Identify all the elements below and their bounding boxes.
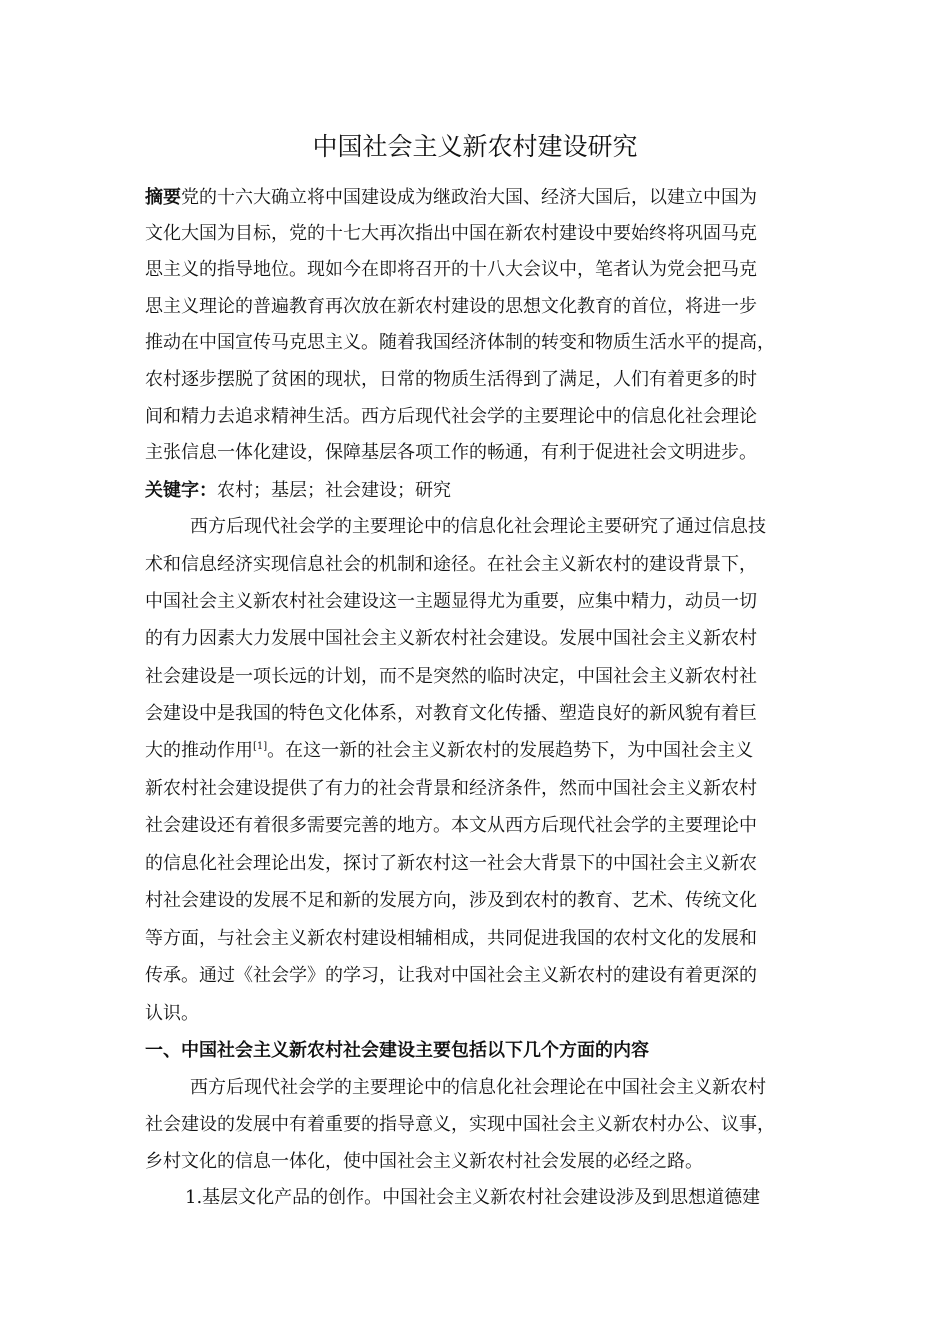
- intro-line-5: 社会建设是一项长远的计划，而不是突然的临时决定，中国社会主义新农村社: [145, 666, 757, 687]
- intro-line-10: 的信息化社会理论出发，探讨了新农村这一社会大背景下的中国社会主义新农: [145, 853, 757, 874]
- intro-line-1: 西方后现代社会学的主要理论中的信息化社会理论主要研究了通过信息技: [190, 516, 766, 537]
- keywords-line: [145, 479, 451, 503]
- intro-line-8: 新农村社会建设提供了有力的社会背景和经济条件，然而中国社会主义新农村: [145, 778, 757, 799]
- intro-line-13: 传承。通过《社会学》的学习，让我对中国社会主义新农村的建设有着更深的: [145, 965, 757, 986]
- keywords-text: 农村；基层；社会建设；研究: [217, 480, 451, 501]
- section-1-line-1: 西方后现代社会学的主要理论中的信息化社会理论在中国社会主义新农村: [190, 1077, 766, 1098]
- abstract-line-4: 思主义理论的普遍教育再次放在新农村建设的思想文化教育的首位，将进一步: [145, 296, 757, 317]
- intro-cite-before: 大的推动作用: [145, 740, 253, 761]
- intro-line-4: 的有力因素大力发展中国社会主义新农村社会建设。发展中国社会主义新农村: [145, 628, 757, 649]
- intro-cite-after: 。在这一新的社会主义新农村的发展趋势下，为中国社会主义: [267, 740, 754, 761]
- intro-line-11: 村社会建设的发展不足和新的发展方向，涉及到农村的教育、艺术、传统文化: [145, 890, 757, 911]
- intro-line-12: 等方面，与社会主义新农村建设相辅相成，共同促进我国的农村文化的发展和: [145, 928, 757, 949]
- intro-line-3: 中国社会主义新农村社会建设这一主题显得尤为重要，应集中精力，动员一切: [145, 591, 757, 612]
- section-1-line-3: 乡村文化的信息一体化，使中国社会主义新农村社会发展的必经之路。: [145, 1151, 703, 1172]
- abstract-line-1: [145, 186, 757, 210]
- citation-ref-1[interactable]: [1]: [253, 741, 268, 752]
- abstract-line-3: 思主义的指导地位。现如今在即将召开的十八大会议中，笔者认为党会把马克: [145, 259, 757, 280]
- document-title: 中国社会主义新农村建设研究: [312, 132, 638, 161]
- intro-line-6: 会建设中是我国的特色文化体系，对教育文化传播、塑造良好的新风貌有着巨: [145, 703, 757, 724]
- abstract-line-6: 农村逐步摆脱了贫困的现状，日常的物质生活得到了满足，人们有着更多的时: [145, 369, 757, 390]
- section-1-heading: 一、中国社会主义新农村社会建设主要包括以下几个方面的内容: [145, 1040, 649, 1061]
- abstract-line-2: 文化大国为目标，党的十七大再次指出中国在新农村建设中要始终将巩固马克: [145, 223, 757, 244]
- abstract-line-5: 推动在中国宣传马克思主义。随着我国经济体制的转变和物质生活水平的提高，: [145, 332, 775, 353]
- intro-line-9: 社会建设还有着很多需要完善的地方。本文从西方后现代社会学的主要理论中: [145, 815, 757, 836]
- abstract-line-7: 间和精力去追求精神生活。西方后现代社会学的主要理论中的信息化社会理论: [145, 406, 757, 427]
- intro-line-14: 认识。: [145, 1003, 199, 1024]
- abstract-text: 党的十六大确立将中国建设成为继政治大国、经济大国后，以建立中国为: [181, 187, 757, 208]
- keywords-label: 关键字：: [145, 480, 217, 501]
- section-1-line-2: 社会建设的发展中有着重要的指导意义，实现中国社会主义新农村办公、议事，: [145, 1114, 775, 1135]
- item-1-line: 1.基层文化产品的创作。中国社会主义新农村社会建设涉及到思想道德建: [185, 1187, 761, 1208]
- abstract-label: 摘要: [145, 187, 181, 208]
- intro-line-7: [145, 739, 753, 763]
- intro-line-2: 术和信息经济实现信息社会的机制和途径。在社会主义新农村的建设背景下，: [145, 554, 757, 575]
- abstract-line-8: 主张信息一体化建设，保障基层各项工作的畅通，有利于促进社会文明进步。: [145, 442, 757, 463]
